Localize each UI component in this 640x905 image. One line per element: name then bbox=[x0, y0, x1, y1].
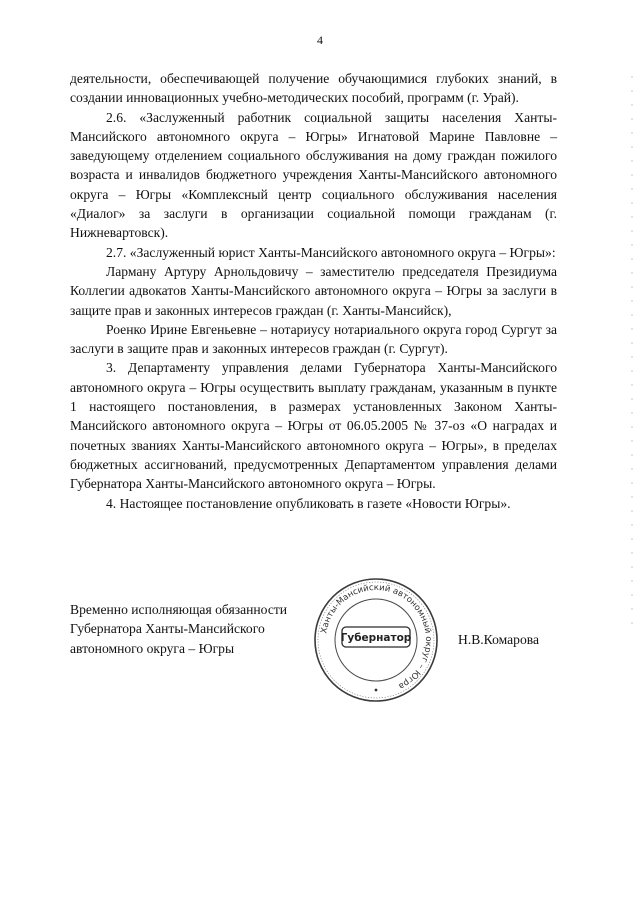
signature-position-line: Губернатора Ханты-Мансийского bbox=[70, 621, 265, 637]
signature-position bbox=[70, 600, 310, 658]
official-seal bbox=[312, 576, 440, 704]
seal-dot-icon bbox=[375, 689, 378, 692]
signature-position-line: Временно исполняющая обязанности bbox=[70, 602, 288, 617]
paragraph-3: 3. Департаменту управления делами Губернатора Ханты-Мансийского автономного округа – Югры осуществить выплату гражданам, указанным в пункте 1 настоящего постановления, в размерах установленных Законом Ханты-Мансийского автономного округа – Югры от 06.05.2005 № 37-оз «О наградах и почетных званиях Ханты-Мансийского автономного округа – Югры», в пределах бюджетных ассигнований, предусмотренных Департаментом управления делами Губернатора Ханты-Мансийского автономного округа – Югры. bbox=[70, 360, 557, 492]
page-number: 4 bbox=[317, 33, 323, 47]
seal-ring-text: Ханты-Мансийский автономный округ – Югра bbox=[319, 582, 434, 692]
paragraph-continuation: деятельности, обеспечивающей получение обучающимися глубоких знаний, в создании инновационных учебно-методических пособий, программ (г. Урай). bbox=[70, 71, 557, 106]
paragraph-roenko: Роенко Ирине Евгеньевне – нотариусу нотариального округа город Сургут за заслуги в защите прав и законных интересов граждан (г. Сургут). bbox=[70, 321, 557, 357]
seal-center-text: Губернатор bbox=[340, 632, 412, 644]
paragraph-2-7: 2.7. «Заслуженный юрист Ханты-Мансийского автономного округа – Югры»: bbox=[106, 244, 556, 260]
paragraph-larman: Ларману Артуру Арнольдовичу – заместителю председателя Президиума Коллегии адвокатов Ханты-Мансийского автономного округа – Югры за заслуги в защите прав и законных интересов граждан (г. Ханты-Мансийск), bbox=[70, 263, 557, 318]
signer-name: Н.В.Комарова bbox=[458, 632, 540, 647]
paragraph-4: 4. Настоящее постановление опубликовать в газете «Новости Югры». bbox=[106, 495, 511, 511]
document-body bbox=[70, 69, 557, 513]
paragraph-2-6: 2.6. «Заслуженный работник социальной защиты населения Ханты-Мансийского автономного округа – Югры» Игнатовой Марине Павловне – заведующему отделением социального обслуживания на дому граждан пожилого возраста и инвалидов бюджетного учреждения Ханты-Мансийского автономного округа – Югры «Комплексный центр социального обслуживания населения «Диалог» за заслуги в организации социальной помощи гражданам (г. Нижневартовск). bbox=[70, 109, 557, 241]
signature-position-line: автономного округа – Югры bbox=[70, 640, 235, 656]
scan-edge-artifact bbox=[630, 70, 634, 630]
